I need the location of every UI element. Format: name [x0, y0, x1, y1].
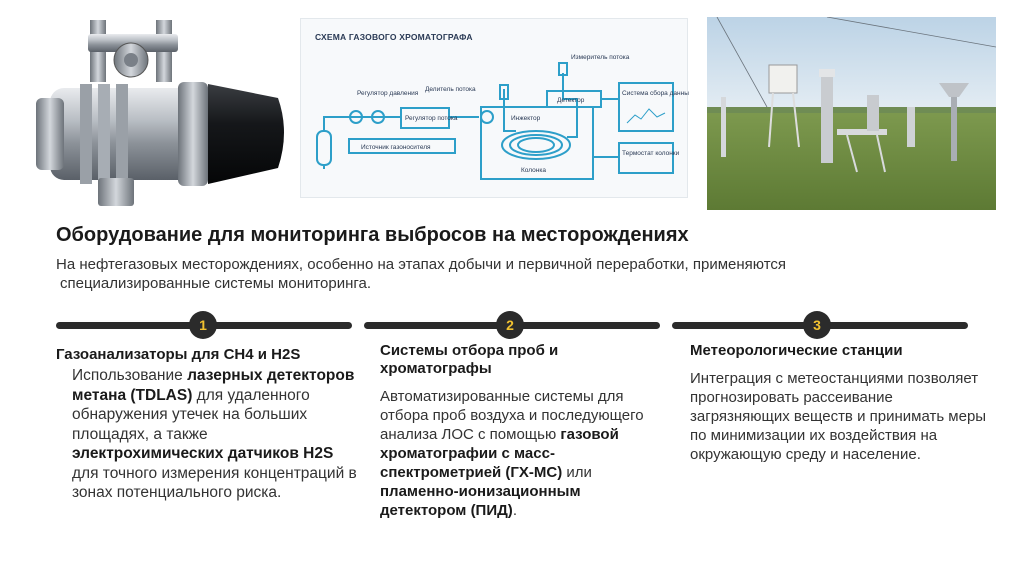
schema-label-data-system: Система сбора данных [622, 90, 689, 97]
step-badge-3: 3 [803, 311, 831, 339]
schema-label-injector: Инжектор [511, 115, 541, 122]
column-1-bold-1: лазерных детекторов метана (TDLAS) [72, 367, 355, 404]
step-badge-2: 2 [496, 311, 524, 339]
column-1-title: Газоанализаторы для CH4 и H2S [56, 346, 301, 363]
schema-label-detector: Детектор [557, 97, 585, 104]
weather-station-image [707, 17, 996, 210]
column-1-text-2: для удаленного обнаружения утечек на больших площадях, а также [72, 386, 310, 443]
column-3-title: Метеорологические станции [690, 342, 903, 359]
page-title: Оборудование для мониторинга выбросов на месторождениях [56, 224, 689, 246]
chromatograph-schema-diagram [301, 19, 689, 199]
chromatograph-schema-image [300, 18, 688, 198]
column-2-body [380, 387, 660, 520]
column-1-body [72, 366, 357, 503]
column-2-text-2: или [562, 464, 592, 481]
step-badge-1: 1 [189, 311, 217, 339]
schema-label-flow-meter: Измеритель потока [571, 54, 630, 61]
gas-analyzer-image [28, 20, 290, 210]
column-1-bold-2: электрохимических датчиков H2S [72, 445, 334, 462]
schema-label-flow-divider: Делитель потока [425, 86, 476, 93]
schema-label-column: Колонка [521, 167, 546, 174]
column-1-text-3: для точного измерения концентраций в зонах потенциального риска. [72, 464, 357, 501]
column-2-bold-1: газовой хроматографии с масс-спектрометрией (ГХ-МС) [380, 426, 619, 481]
column-3-body: Интеграция с метеостанциями позволяет прогнозировать рассеивание загрязняющих веществ и принимать меры по минимизации их воздействия на окружающую среду и население. [690, 370, 987, 463]
intro-text [56, 255, 1016, 293]
column-2-title: Системы отбора проб и хроматографы [380, 342, 559, 377]
schema-label-flow-regulator: Регулятор потока [405, 115, 458, 122]
schema-title: СХЕМА ГАЗОВОГО ХРОМАТОГРАФА [315, 32, 473, 42]
intro-line-1: На нефтегазовых месторождениях, особенно на этапах добычи и первичной переработки, применяются [56, 256, 787, 273]
column-1-text-1: Использование [72, 367, 188, 384]
column-2-text-3: . [512, 502, 517, 519]
schema-label-thermostat: Термостат колонки [622, 150, 680, 157]
column-2-text-1: Автоматизированные системы для отбора проб воздуха и последующего анализа ЛОС с помощью [380, 388, 644, 443]
schema-label-carrier-gas: Источник газоносителя [361, 144, 431, 151]
intro-line-2: специализированные системы мониторинга. [60, 275, 372, 292]
schema-label-pressure-regulator: Регулятор давления [357, 90, 419, 97]
column-2-bold-2: пламенно-ионизационным детектором (ПИД) [380, 483, 581, 519]
